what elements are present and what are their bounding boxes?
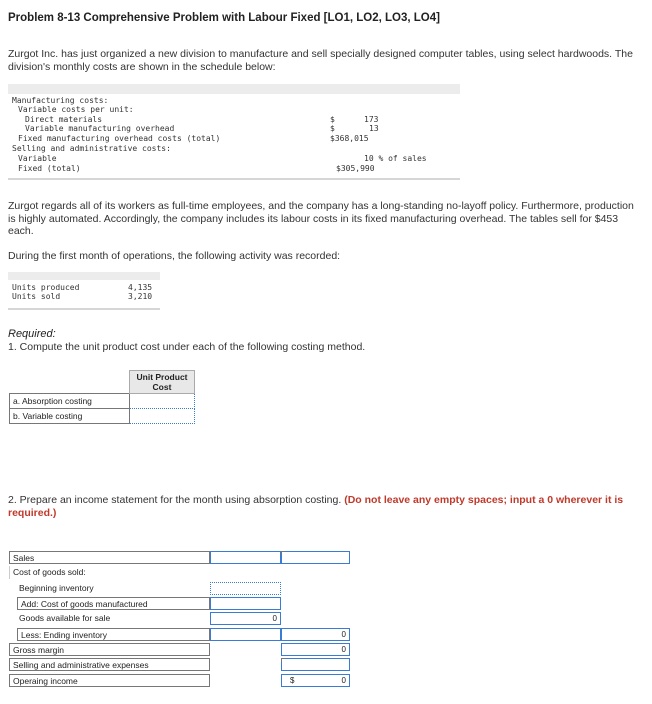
operating-income-amount: 0: [341, 676, 346, 685]
schedule-fixed-total: Fixed (total): [18, 164, 81, 173]
add-cogm-label: Add: Cost of goods manufactured: [17, 597, 210, 610]
unit-cost-header: Unit Product Cost: [130, 371, 195, 394]
sales-label: Sales: [9, 551, 210, 564]
activity-divider: [8, 308, 160, 310]
gross-margin-label: Gross margin: [9, 643, 210, 656]
schedule-variable-per-unit: Variable costs per unit:: [18, 105, 134, 114]
less-ending-inventory-label: Less: Ending inventory: [17, 628, 210, 641]
activity-units-sold: Units sold: [12, 292, 61, 301]
gross-margin-value: 0: [281, 643, 350, 656]
absorption-unit-cost-input[interactable]: [130, 394, 195, 409]
corner-tick: [9, 674, 13, 678]
unit-cost-table: [9, 370, 195, 424]
schedule-variable-value: 10 % of sales: [364, 154, 427, 163]
requirement-2-text: 2. Prepare an income statement for the month using absorption costing.: [8, 494, 342, 506]
schedule-manufacturing-costs: Manufacturing costs:: [12, 96, 109, 105]
operating-income-currency: $: [290, 676, 295, 685]
schedule-variable-mfg-overhead: Variable manufacturing overhead: [25, 124, 175, 133]
variable-costing-label: b. Variable costing: [10, 409, 130, 424]
activity-units-produced-value: 4,135: [128, 283, 153, 292]
schedule-direct-materials: Direct materials: [25, 115, 103, 124]
activity-intro: During the first month of operations, the following activity was recorded:: [8, 250, 341, 262]
goods-available-label: Goods available for sale: [19, 613, 111, 623]
schedule-direct-materials-currency: $: [330, 115, 335, 124]
schedule-fixed-mfg-overhead-value: $368,015: [330, 134, 369, 143]
intro-paragraph: Zurgot Inc. has just organized a new division to manufacture and sell specially designed computer tables, using select hardwoods. The division's monthly costs are shown in the schedule below:: [8, 48, 633, 73]
selling-admin-label: Selling and administrative expenses: [9, 658, 210, 671]
requirement-1: 1. Compute the unit product cost under each of the following costing method.: [8, 341, 366, 353]
activity-units-produced: Units produced: [12, 283, 80, 292]
absorption-costing-label: a. Absorption costing: [10, 394, 130, 409]
requirement-2: [8, 494, 638, 519]
cogs-total-value: 0: [281, 628, 350, 641]
corner-tick: [281, 658, 285, 662]
schedule-fixed-mfg-overhead: Fixed manufacturing overhead costs (total): [18, 134, 221, 143]
cost-schedule: [8, 94, 460, 174]
operating-income-value: [281, 674, 350, 687]
corner-tick: [281, 551, 285, 555]
schedule-variable: Variable: [18, 154, 57, 163]
cogm-input[interactable]: [210, 597, 281, 610]
corner-tick: [9, 643, 13, 647]
schedule-selling-admin: Selling and administrative costs:: [12, 144, 171, 153]
schedule-header-bar: [8, 84, 460, 94]
ending-inventory-input[interactable]: [210, 628, 281, 641]
schedule-divider: [8, 178, 460, 180]
corner-tick: [9, 551, 13, 555]
table-row: [10, 409, 195, 424]
required-label: Required:: [8, 328, 56, 340]
corner-tick: [9, 658, 13, 662]
variable-unit-cost-input[interactable]: [130, 409, 195, 424]
schedule-direct-materials-value: 173: [364, 115, 379, 124]
problem-title: Problem 8-13 Comprehensive Problem with Labour Fixed [LO1, LO2, LO3, LO4]: [8, 12, 440, 24]
activity-units-sold-value: 3,210: [128, 292, 153, 301]
table-row: [10, 394, 195, 409]
sales-amount-input[interactable]: [281, 551, 350, 564]
goods-available-value: 0: [210, 612, 281, 625]
schedule-variable-mfg-overhead-currency: $: [330, 124, 335, 133]
requirement-2-note: (Do not leave any empty spaces; input a 0 wherever it is required.): [8, 494, 624, 519]
activity-table: [8, 280, 160, 306]
unit-cost-corner: [10, 371, 130, 394]
selling-admin-input[interactable]: [281, 658, 350, 671]
schedule-variable-mfg-overhead-value: 13: [369, 124, 379, 133]
sales-col1-input[interactable]: [210, 551, 281, 564]
activity-header-bar: [8, 272, 160, 280]
policy-paragraph: Zurgot regards all of its workers as full-time employees, and the company has a long-standing no-layoff policy. Furthermore, production is highly automated. Accordingly, the company includes its labour costs in its fixed manufacturing overhead. The tables sell for $453 each.: [8, 200, 634, 237]
beginning-inventory-input[interactable]: [210, 582, 281, 595]
cogs-label: Cost of goods sold:: [9, 566, 214, 579]
operating-income-label: Operaing income: [9, 674, 210, 687]
beginning-inventory-label: Beginning inventory: [19, 583, 94, 593]
schedule-fixed-total-value: $305,990: [336, 164, 375, 173]
